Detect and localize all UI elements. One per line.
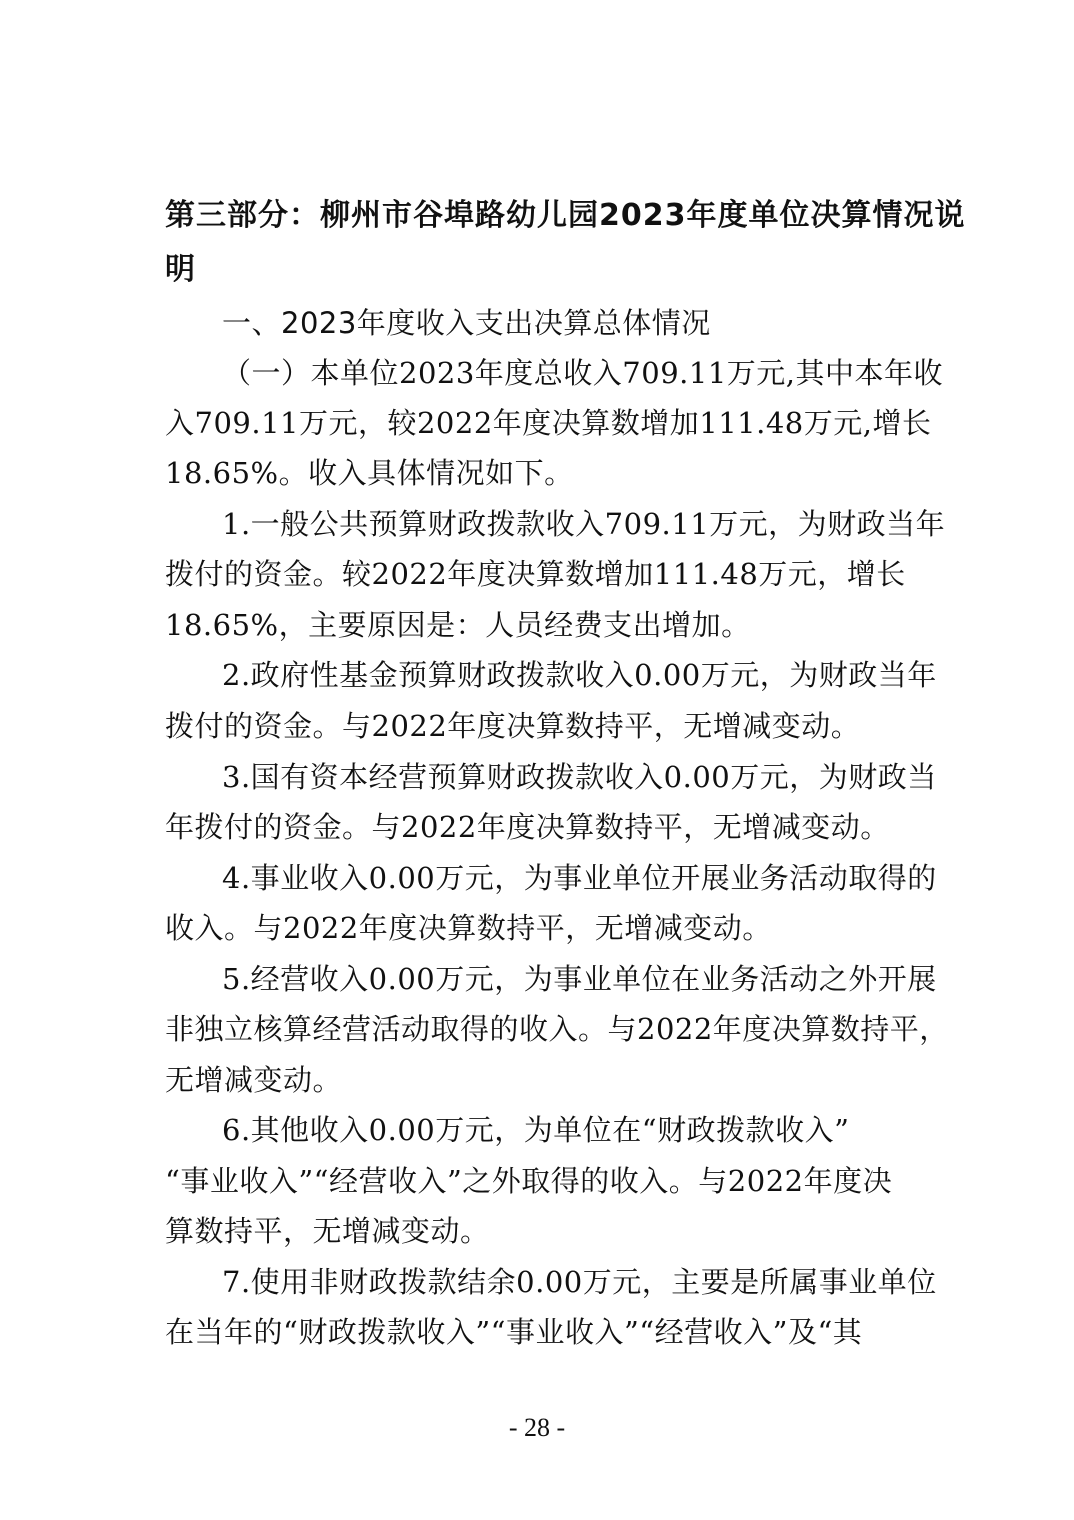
item-4-line-1: 4.事业收入0.00万元，为事业单位开展业务活动取得的: [222, 861, 937, 895]
item-1-line-1: 1.一般公共预算财政拨款收入709.11万元，为财政当年: [222, 507, 946, 541]
intro-line-2: 入709.11万元，较2022年度决算数增加111.48万元,增长: [165, 406, 932, 440]
item-3-line-2: 年拨付的资金。与2022年度决算数持平，无增减变动。: [165, 810, 890, 844]
item-6-line-1: 6.其他收入0.00万元，为单位在“财政拨款收入”: [222, 1113, 850, 1147]
item-6-line-2: “事业收入”“经营收入”之外取得的收入。与2022年度决: [165, 1164, 893, 1198]
item-2-line-2: 拨付的资金。与2022年度决算数持平，无增减变动。: [165, 709, 861, 743]
intro-line-3: 18.65%。收入具体情况如下。: [165, 456, 574, 490]
item-2-line-1: 2.政府性基金预算财政拨款收入0.00万元，为财政当年: [222, 658, 937, 692]
item-6-line-3: 算数持平，无增减变动。: [165, 1214, 490, 1248]
page-number: - 28 -: [508, 1413, 566, 1442]
item-4-line-2: 收入。与2022年度决算数持平，无增减变动。: [165, 911, 772, 945]
item-5-line-3: 无增减变动。: [165, 1063, 343, 1097]
document-title-line-1: 第三部分：柳州市谷埠路幼儿园2023年度单位决算情况说: [165, 198, 966, 233]
item-3-line-1: 3.国有资本经营预算财政拨款收入0.00万元，为财政当: [222, 760, 937, 794]
item-1-line-3: 18.65%，主要原因是：人员经费支出增加。: [165, 608, 751, 642]
intro-line-1: （一）本单位2023年度总收入709.11万元,其中本年收: [222, 356, 943, 390]
section-heading: 一、2023年度收入支出决算总体情况: [222, 306, 711, 340]
item-1-line-2: 拨付的资金。较2022年度决算数增加111.48万元，增长: [165, 557, 906, 591]
document-title-line-2: 明: [165, 252, 196, 287]
item-7-line-1: 7.使用非财政拨款结余0.00万元，主要是所属事业单位: [222, 1265, 937, 1299]
item-5-line-1: 5.经营收入0.00万元，为事业单位在业务活动之外开展: [222, 962, 937, 996]
item-5-line-2: 非独立核算经营活动取得的收入。与2022年度决算数持平，: [165, 1012, 949, 1046]
item-7-line-2: 在当年的“财政拨款收入”“事业收入”“经营收入”及“其: [165, 1315, 863, 1349]
